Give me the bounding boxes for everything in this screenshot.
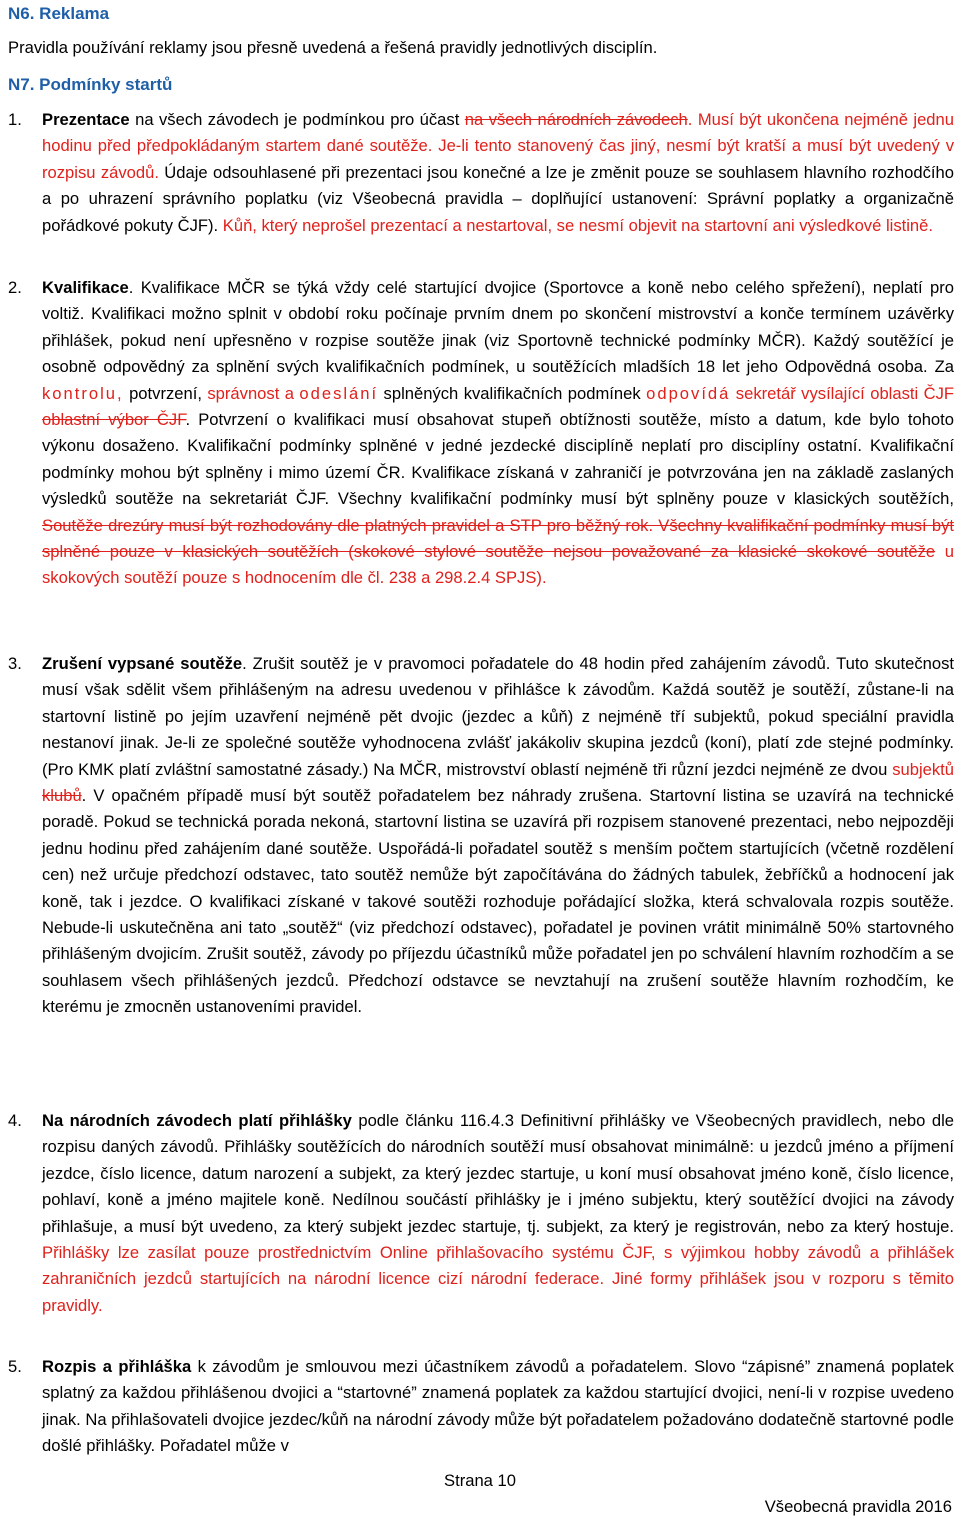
item-2-text: Kvalifikace. Kvalifikace MČR se týká vždy celé startující dvojice (Sportovce a koně nebo celého spřežení), neplatí pro voltiž. Kvalifikaci možno splnit v období roku počínaje prvním dnem po skončení mistrovství a konče termínem uzávěrky přihlášek, pokud není upřesněno v rozpise soutěže jinak (viz Sportovně technické podmínky MČR). Každý soutěžící je osobně odpovědný za splnění svých kvalifikačních podmínek, u soutěžících mladších 18 let jeho Odpovědná osoba. Za kontrolu, potvrzení, správnost a odeslání splněných kvalifikačních podmínek odpovídá sekretář vysílající oblasti ČJF oblastní výbor ČJF. Potvrzení o kvalifikaci musí obsahovat stupeň obtížnosti soutěže, místo a datum, kde bylo tohoto výkonu dosaženo. Kvalifikační podmínky splněné v jedné jezdecké disciplíně neplatí pro disciplíny ostatní. Kvalifikační podmínky mohou být splněny i mimo území ČR. Kvalifikace získaná v zahraničí je potvrzována jen na základě zaslaných výsledků soutěže na sekretariát ČJF. Všechny kvalifikační podmínky musí být splněny pouze v klasických soutěžích, Soutěže drezúry musí být rozhodovány dle platných pravidel a STP pro běžný rok. Všechny kvalifikační podmínky musí být splněné pouze v klasických soutěžích (skokové stylové soutěže nejsou považované za klasické skokové soutěže u skokových soutěží pouze s hodnocením dle čl. 238 a 298.2.4 SPJS).	[42, 278, 955, 588]
highlighted-text: Přihlášky lze zasílat pouze prostřednictvím Online přihlašovacího systému ČJF, s výjimkou hobby závodů a přihlášek zahraničních jezdců startujících na národní licence cizí národní federace. Jiné formy přihlášek jsou v rozporu s těmito pravidly.	[42, 1243, 954, 1315]
item-4-text: Na národních závodech platí přihlášky podle článku 116.4.3 Definitivní přihlášky ve Všeobecných pravidlech, nebo dle rozpisu daných závodů. Přihlášky soutěžících do národních soutěží musí obsahovat minimálně: u jezdců jméno a příjmení jezdce, číslo licence, datum narození a subjekt, za který jezdec startuje, u koní musí obsahovat jméno koně, číslo licence, pohlaví, koně a jméno majitele koně. Nedílnou součástí přihlášky je i jméno subjektu, který soutěžící dvojici na závody přihlašuje, a musí být uvedeno, za který subjekt jezdec startuje, tj. subjekt, za který je registrován, nebo za který hostuje. Přihlášky lze zasílat pouze prostřednictvím Online přihlašovacího systému ČJF, s výjimkou hobby závodů a přihlášek zahraničních jezdců startujících na národní licence cizí národní federace. Jiné formy přihlášek jsou v rozporu s těmito pravidly.	[42, 1111, 954, 1315]
item-number: 4.	[8, 1111, 22, 1130]
item-title: Rozpis a přihláška	[42, 1357, 192, 1376]
page-number: Strana 10	[444, 1471, 516, 1490]
list-item-4	[8, 1108, 954, 1319]
n6-text: Pravidla používání reklamy jsou přesně uvedená a řešená pravidly jednotlivých disciplín.	[8, 38, 658, 57]
section-heading-n7: N7. Podmínky startů	[8, 75, 173, 94]
document-footer-title: Všeobecná pravidla 2016	[764, 1497, 952, 1516]
struck-text: Soutěže drezúry musí být rozhodovány dle platných pravidel a STP pro běžný rok. Všechny kvalifikační podmínky musí být splněné pouze v klasických soutěžích (skokové stylové soutěže nejsou považované za klasické skokové soutěže	[42, 515, 954, 562]
section-heading-n6: N6. Reklama	[8, 4, 110, 23]
struck-text: klubů	[42, 786, 82, 806]
item-3-text: Zrušení vypsané soutěže. Zrušit soutěž je v pravomoci pořadatele do 48 hodin před zahájením závodů. Tuto skutečnost musí však sdělit všem přihlášeným na adresu uvedenou v přihlášce k závodům. Každá soutěž je soutěží, zůstane-li na startovní listině po jejím uzavření nejméně pět dvojic (jezdec a kůň) z nejméně tří subjektů, pokud speciální pravidla nestanoví jinak. Je-li ze společné soutěže vyhodnocena zvlášť jakákoliv skupina jezdců (koní), platí zde stejné podmínky. (Pro KMK platí zvláštní samostatné zásady.) Na MČR, mistrovství oblastí nejméně tři různí jezdci nejméně ze dvou subjektů klubů. V opačném případě musí být soutěž pořadatelem bez náhrady zrušena. Startovní listina se uzavírá na technické poradě. Pokud se technická porada nekoná, startovní listina se uzavírá při rozpisem stanovené prezentaci, nebo nejpozději jednu hodinu před zahájením dané soutěže. Uspořádá-li pořadatel soutěž s menším počtem startujících (včetně rozdělení cen) než určuje předchozí odstavec, tato soutěž nemůže být započítávána do žádných tabulek, žebříčků a hodnocení jak koně, tak i jezdce. O kvalifikaci získané v takové soutěži rozhoduje pořádající složka, která schvalovala rozpis soutěže. Nebude-li uskutečněna ani tato „soutěž“ (viz předchozí odstavec), pořadatel je povinen vrátit minimálně 50% startovného přihlášeným dvojicím. Zrušit soutěž, závody po příjezdu účastníků může pořadatel jen po schválení hlavním rozhodčím a se souhlasem všech přihlášených jezdců. Předchozí odstavce se nevztahují na zrušení soutěže hlavním rozhodčím, ke kterému je zmocněn ustanoveními pravidel.	[42, 654, 954, 1017]
list-item-5	[8, 1354, 954, 1460]
list-item-1	[8, 107, 954, 239]
item-title: Prezentace	[42, 110, 130, 129]
item-number: 2.	[8, 278, 22, 297]
item-title: Zrušení vypsané soutěže	[42, 654, 243, 673]
highlighted-text: Kůň, který neprošel prezentací a nestartoval, se nesmí objevit na startovní ani výsledkové listině.	[218, 215, 933, 235]
item-title: Kvalifikace	[42, 278, 129, 297]
struck-text: na všech národních závodech	[464, 110, 688, 129]
item-number: 1.	[8, 110, 22, 129]
item-number: 5.	[8, 1357, 22, 1376]
item-title: Na národních závodech platí přihlášky	[42, 1111, 352, 1130]
struck-text: oblastní výbor ČJF	[42, 410, 186, 430]
list-item-3	[8, 651, 954, 1021]
list-item-2	[8, 275, 954, 592]
item-1-text: Prezentace na všech závodech je podmínkou pro účast na všech národních závodech. Musí být ukončena nejméně jednu hodinu před předpokládaným startem dané soutěže. Je-li tento stanovený čas jiný, nesmí být kratší a musí být uvedený v rozpisu závodů. Údaje odsouhlasené při prezentaci jsou konečné a lze je změnit pouze se souhlasem hlavního rozhodčího a po uhrazení správního poplatku (viz Všeobecná pravidla – doplňující ustanovení: Správní poplatky a organizačně pořádkové pokuty ČJF). Kůň, který neprošel prezentací a nestartoval, se nesmí objevit na startovní ani výsledkové listině.	[42, 110, 954, 235]
item-number: 3.	[8, 654, 22, 673]
item-5-text: Rozpis a přihláška k závodům je smlouvou mezi účastníkem závodů a pořadatelem. Slovo “zápisné” znamená poplatek splatný za každou přihlášenou dvojici a “startovné” znamená poplatek za každou startující dvojici, není-li v rozpise uvedeno jinak. Na přihlašovateli dvojice jezdec/kůň na národní závody může být pořadatelem požadováno dodatečně startovné podle došlé přihlášky. Pořadatel může v	[42, 1357, 954, 1456]
